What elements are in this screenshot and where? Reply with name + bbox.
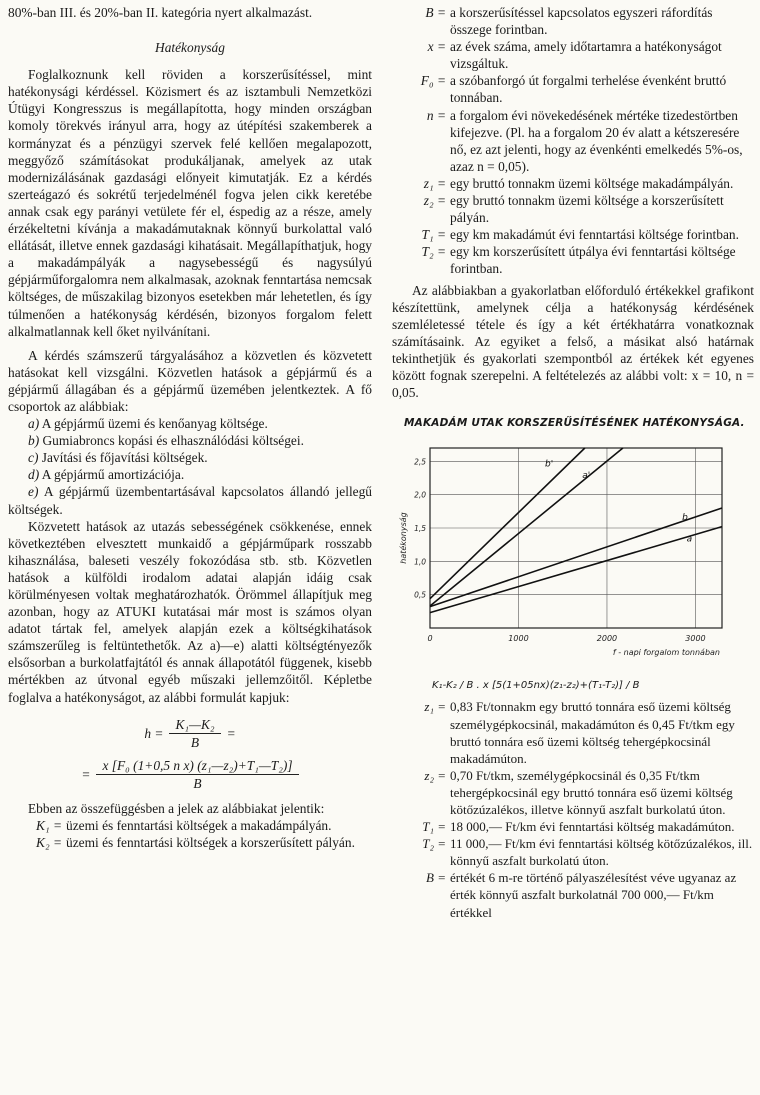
definition-text: az évek száma, amely időtartamra a hatékonyságot vizsgáltuk. (450, 39, 722, 72)
x-tick-label: 2000 (596, 634, 618, 644)
series-line-aprime (430, 448, 623, 606)
plot-frame (430, 448, 722, 628)
formula-2-fraction (96, 757, 298, 792)
y-axis-label: hatékonyság (399, 512, 408, 565)
y-tick-label: 1,5 (414, 524, 426, 534)
definition-symbol: T₂ = (421, 244, 446, 260)
definition-symbol: F₀ = (420, 73, 446, 89)
definition-symbol: x = (427, 39, 446, 55)
list-item (8, 432, 372, 449)
definition-text: egy km korszerűsített útpálya évi fenntartási költsége forintban. (450, 244, 736, 277)
y-tick-label: 2,0 (414, 490, 426, 500)
y-tick-label: 2,5 (414, 457, 426, 467)
value-symbol: T₁ = (422, 819, 446, 835)
definition-text: egy bruttó tonnakm üzemi költsége a korszerűsített pályán. (450, 193, 724, 226)
paragraph-2: A kérdés számszerű tárgyalásához a közvetlen és közvetett hatásokat kell vizsgálni. Közvetlen hatások a gépjármű és a gépjármű állagában és a gépjármű üzemében jelentkeztek. A fő csoportok az alábbiak: (8, 347, 372, 414)
intro-text: 80%-ban III. és 20%-ban II. kategória nyert alkalmazást. (8, 5, 313, 20)
list-item-text: A gépjármű üzembentartásával kapcsolatos állandó jellegű költségek. (8, 484, 372, 517)
value-text: 11 000,— Ft/km évi fenntartási költség kötőzúzalékos, ill. könnyű aszfalt burkolatú úton. (450, 836, 753, 869)
value-symbol: B = (426, 870, 446, 886)
value-symbol: z₂ = (424, 767, 446, 783)
list-item-text: Gumiabroncs kopási és elhasználódási költségei. (42, 433, 304, 449)
value-text: 0,83 Ft/tonnakm egy bruttó tonnára eső üzemi költség személygépkocsinál, makadámúton és 0,45 Ft/tkm egy bruttó tonnára eső üzemi költség tehergépkocsinál makadámúton. (450, 699, 735, 766)
formula-1-fraction (169, 716, 220, 751)
list-item-marker: a) (28, 416, 40, 432)
chart-title: MAKADÁM UTAK KORSZERŰSÍTÉSÉNEK HATÉKONYSÁGA. (404, 417, 745, 430)
list-item-marker: b) (28, 433, 40, 449)
y-tick-label: 0,5 (414, 590, 426, 600)
x-tick-label: 0 (427, 634, 433, 644)
definition-symbol: K₂ = (36, 835, 62, 851)
formula-2 (8, 757, 372, 792)
series-label: b (682, 513, 688, 524)
list-item-text: Javítási és főjavítási költségek. (41, 450, 208, 466)
definition-text: üzemi és fenntartási költségek a makadámpályán. (66, 818, 332, 834)
graph-paragraph: Az alábbiakban a gyakorlatban előforduló értékekkel grafikont készítettünk, amelynek célja a hatékonyság kérdésének szemléletessé tétele és így a két értékhatárra vonatkoznak számításaink. Az egyiket a felső, a másikat alsó határnak tekinthetjük és gyakorlati szempontból az értékek két egyenes között fognak szerepelni. A feltételezés az alábbi volt: x = 10, n = 0,05. (392, 282, 754, 401)
value-symbol: T₂ = (422, 836, 446, 852)
definition-text: a forgalom évi növekedésének mértéke tizedestörtben kifejezve. (Pl. ha a forgalom 20 év alatt a kétszeresére nő, ez azt jelenti, hogy az évenkénti emelkedés 5%-os, azaz n = 0,05). (450, 107, 743, 174)
cost-list (8, 415, 372, 518)
right-definitions (392, 4, 754, 278)
formula-1-denominator: B (190, 734, 200, 750)
left-column (8, 0, 372, 851)
definition-text: a szóbanforgó út forgalmi terhelése évenként bruttó tonnában. (450, 73, 727, 106)
definition-text: egy bruttó tonnakm üzemi költsége makadámpályán. (450, 175, 734, 191)
list-item-marker: c) (28, 450, 39, 466)
list-item (8, 483, 372, 517)
formula-1-lhs: h = (144, 725, 164, 741)
value-text: 18 000,— Ft/km évi fenntartási költség makadámúton. (450, 819, 735, 835)
efficiency-chart (392, 438, 742, 673)
value-text: értékét 6 m-re történő pályaszélesítést véve ugyanaz az érték könnyű aszfalt burkolatnál 700 000,— Ft/km értékkel (450, 870, 737, 920)
formula-2-numerator: x [F₀ (1+0,5 n x) (z₁—z₂)+T₁—T₂)] (96, 757, 298, 775)
paragraph-1: Foglalkoznunk kell röviden a korszerűsítéssel, mint hatékonysági kérdéssel. Közismert és az isztambuli Nemzetközi Útügyi Kongresszus is megállapította, hogy minden országban komoly törekvés irányul arra, hogy az útépítési szakemberek a kormányzat és a pénzügyi szervek felé kellően megalapozott, meggyőző számításokat produkáljanak, amelyek az utak modernizálásának gazdasági előnyeit kimutatják. Ez a kérdés szerteágazó és sokrétű terjedelménél fogva jelen cikk keretébe annak csak egy parányi vetülete fér el, éspedig az a része, amely érzékeltetni kívánja a makadámutaknak könnyű burkolattal való ellátását, illetve ennek gazdasági kihatásait. Megállapíthatjuk, hogy a makadámpályák a nagysebességű és nagysúlyú gépjárműforgalomra nem alkalmasak, azoknak fenntartása nemcsak költséges, de műszakilag bizonyos esetekben már lehetetlen, és így túlmenően a hatékonyság kérdésén, bizonyos forgalom felett alkalmatlannak kell őket nyilvánítani. (8, 67, 372, 339)
definition-symbol: K₁ = (36, 818, 62, 834)
right-column (392, 0, 754, 921)
value-text: 0,70 Ft/tkm, személygépkocsinál és 0,35 Ft/tkm tehergépkocsinál egy bruttó tonnára eső üzemi költség kötőzúzalékos, illetve könnyű aszfalt burkolatú úton. (450, 767, 733, 817)
series-label: b' (545, 459, 554, 470)
list-item-text: A gépjármű üzemi és kenőanyag költsége. (41, 416, 268, 432)
value-definitions (392, 698, 754, 920)
x-tick-label: 3000 (685, 634, 706, 644)
list-item-marker: d) (28, 467, 40, 483)
definition-symbol: B = (425, 5, 446, 20)
x-tick-label: 1000 (508, 634, 529, 644)
paragraph-4: Ebben az összefüggésben a jelek az alábbiakat jelentik: (28, 801, 325, 817)
list-item-text: A gépjármű amortizációja. (41, 467, 185, 483)
formula-1-equals: = (226, 725, 236, 741)
series-label: a' (582, 471, 591, 482)
x-axis-label: f - napi forgalom tonnában (612, 648, 720, 658)
definition-symbol: z₂ = (423, 193, 446, 209)
definition-text: egy km makadámút évi fenntartási költsége forintban. (450, 227, 739, 243)
y-tick-label: 1,0 (414, 557, 426, 567)
series-line-bprime (430, 448, 585, 599)
definition-text: a korszerűsítéssel kapcsolatos egyszeri ráfordítás összege forintban. (450, 5, 713, 38)
list-item (8, 415, 372, 432)
definition-symbol: n = (426, 107, 446, 123)
list-item (8, 449, 372, 466)
left-definitions (8, 817, 372, 851)
formula-1 (8, 716, 372, 751)
formula-1-numerator: K₁—K₂ (169, 716, 220, 734)
paragraph-3: Közvetett hatások az utazás sebességének csökkenése, ennek következtében elvesztett munkaidő a gépjárműpark rosszabb kihasználása, baleseti veszély fokozódása stb. stb. Közvetlen hatások a külföldi irodalom adatai alapján idáig csak körülményesen voltak meghatározhatók. Örömmel állapítjuk meg azonban, hogy az ATUKI kutatásai már most is számos olyan adatot tártak fel, amelyek alapján ezek a költségkihatások számszerűleg is feltüntethetők. Az a)—e) alatti költségtényezők elsősorban a burkolatfajtától és annak állapotától függenek, kisebb mértékben az útvonal egyéb műszaki jellemzőitől. Képletbe foglalva a hatékonyságot, az alábbi formulát kapjuk: (8, 518, 372, 705)
series-label: a (686, 534, 693, 545)
series-line-b (430, 508, 722, 607)
definition-symbol: z₁ = (423, 175, 446, 191)
list-item (8, 466, 372, 483)
definition-symbol: T₁ = (421, 227, 446, 243)
formula-2-equals: = (81, 766, 91, 782)
definition-text: üzemi és fenntartási költségek a korszerűsített pályán. (66, 835, 355, 851)
value-symbol: z₁ = (424, 699, 446, 715)
chart-formula: K₁-K₂ / B . x [5(1+05nx)(z₁-z₂)+(T₁-T₂)] / B (432, 680, 640, 692)
list-item-marker: e) (28, 484, 39, 500)
formula-2-denominator: B (193, 775, 202, 791)
section-heading: Hatékonyság (155, 40, 225, 56)
